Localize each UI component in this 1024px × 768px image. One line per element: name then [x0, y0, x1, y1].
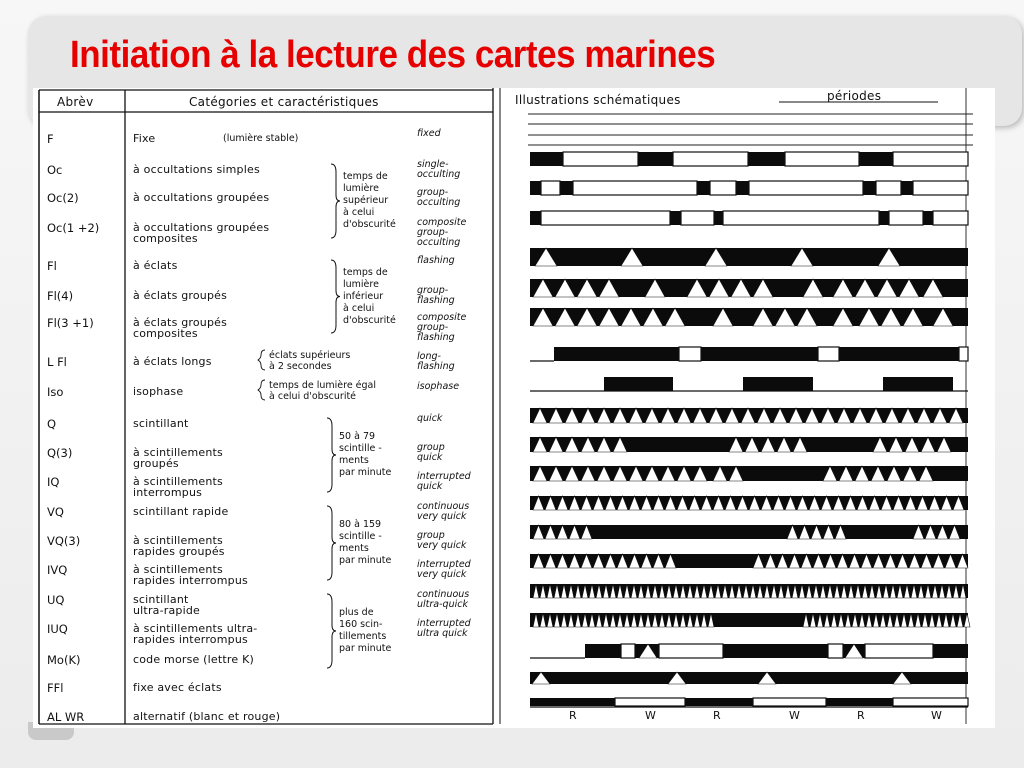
light-period: [893, 698, 968, 706]
row-abbrev: Q: [47, 417, 57, 431]
row-subnote: éclats supérieurs: [269, 350, 351, 361]
row-category: composites: [133, 327, 198, 340]
row-subnote: à 2 secondes: [269, 361, 332, 372]
row-abbrev: F: [47, 132, 54, 146]
row-english-term: group-: [417, 227, 449, 238]
row-abbrev: IVQ: [47, 563, 68, 577]
row-abbrev: VQ(3): [47, 534, 81, 548]
light-period: [615, 698, 685, 706]
row-english-term: flashing: [417, 255, 455, 266]
row-category: scintillant rapide: [133, 505, 229, 518]
light-period: [681, 211, 714, 225]
group-note: d'obscurité: [343, 314, 396, 326]
light-period: [723, 211, 879, 225]
alternating-color-label: W: [931, 709, 942, 722]
dark-period: [530, 466, 968, 481]
light-period: [893, 152, 968, 166]
row-english-term: very quick: [417, 511, 467, 522]
row-english-term: group: [417, 442, 445, 453]
light-period: [541, 181, 560, 195]
row-category: composites: [133, 232, 198, 245]
group-note: scintille -: [339, 443, 382, 454]
group-note: à celui: [343, 302, 375, 314]
light-period: [933, 211, 968, 225]
light-period: [673, 152, 748, 166]
row-category: à scintillements: [133, 563, 223, 576]
row-category: ultra-rapide: [133, 604, 201, 617]
dark-period: [826, 698, 893, 706]
light-period: [889, 211, 923, 225]
row-english-term: flashing: [417, 361, 455, 372]
alternating-color-label: W: [789, 709, 800, 722]
group-note: inférieur: [343, 290, 384, 302]
dark-period: [530, 698, 615, 706]
row-english-term: group: [417, 530, 445, 541]
row-category: à occultations groupées: [133, 221, 270, 234]
row-english-term: group-: [417, 187, 449, 198]
light-period: [828, 644, 843, 658]
dark-period: [604, 377, 673, 391]
scanned-light-characteristics-table: [33, 88, 995, 728]
light-period: [913, 181, 968, 195]
group-note: 80 à 159: [339, 519, 382, 530]
group-note: ments: [339, 543, 369, 554]
light-period: [679, 347, 701, 361]
row-english-term: flashing: [417, 295, 455, 306]
light-period: [621, 644, 635, 658]
light-period: [563, 152, 638, 166]
row-english-term: interrupted: [417, 618, 471, 629]
group-note: plus de: [339, 607, 374, 618]
row-abbrev: Oc(1 +2): [47, 221, 100, 235]
row-english-term: occulting: [417, 197, 461, 208]
row-category: à éclats groupés: [133, 316, 228, 329]
row-category: interrompus: [133, 486, 203, 499]
row-abbrev: VQ: [47, 505, 64, 519]
row-category: isophase: [133, 385, 184, 398]
group-note: ments: [339, 455, 369, 466]
row-english-term: ultra quick: [417, 628, 468, 639]
light-period: [785, 152, 859, 166]
row-abbrev: Fl(3 +1): [47, 316, 94, 330]
row-abbrev: IUQ: [47, 622, 68, 636]
row-category: à scintillements: [133, 534, 223, 547]
row-english-term: composite: [417, 217, 467, 228]
row-english-term: group-: [417, 285, 449, 296]
light-period: [659, 644, 723, 658]
light-period: [876, 181, 901, 195]
group-note: lumière: [343, 183, 379, 194]
row-subnote: (lumière stable): [223, 133, 299, 144]
row-subnote: temps de lumière égal: [269, 380, 377, 391]
row-category: à éclats groupés: [133, 289, 228, 302]
row-category: à scintillements ultra-: [133, 622, 258, 635]
row-english-term: quick: [417, 481, 443, 492]
light-period: [541, 211, 670, 225]
row-english-term: continuous: [417, 501, 470, 512]
group-note: scintille -: [339, 531, 382, 542]
row-english-term: composite: [417, 312, 467, 323]
alternating-color-label: R: [713, 709, 721, 722]
alternating-color-label: W: [645, 709, 656, 722]
dark-period: [685, 698, 753, 706]
row-abbrev: L Fl: [47, 355, 67, 369]
light-period: [749, 181, 863, 195]
header-categories: Catégories et caractéristiques: [189, 95, 379, 109]
row-abbrev: Oc: [47, 163, 63, 177]
group-note: par minute: [339, 555, 392, 566]
row-category: scintillant: [133, 417, 189, 430]
row-abbrev: AL WR: [47, 710, 85, 724]
row-category: à occultations simples: [133, 163, 260, 176]
dark-period: [530, 525, 968, 539]
row-abbrev: Fl: [47, 259, 57, 273]
group-note: lumière: [343, 278, 379, 290]
light-period: [710, 181, 736, 195]
dark-period: [554, 347, 968, 361]
light-period: [959, 347, 968, 361]
row-abbrev: IQ: [47, 475, 60, 489]
group-note: par minute: [339, 643, 392, 654]
light-period: [753, 698, 826, 706]
row-category: code morse (lettre K): [133, 653, 254, 666]
row-english-term: quick: [417, 413, 443, 424]
row-english-term: flashing: [417, 332, 455, 343]
header-abbrev: Abrèv: [57, 95, 94, 109]
group-note: supérieur: [343, 195, 389, 206]
row-category: rapides interrompus: [133, 633, 248, 646]
light-period: [573, 181, 697, 195]
row-category: rapides interrompus: [133, 574, 248, 587]
row-english-term: interrupted: [417, 559, 471, 570]
row-english-term: interrupted: [417, 471, 471, 482]
row-abbrev: Oc(2): [47, 191, 79, 205]
row-category: à scintillements: [133, 475, 223, 488]
row-abbrev: Q(3): [47, 446, 73, 460]
row-english-term: occulting: [417, 169, 461, 180]
row-category: à occultations groupées: [133, 191, 270, 204]
row-abbrev: Mo(K): [47, 653, 81, 667]
row-english-term: very quick: [417, 540, 467, 551]
dark-period: [883, 377, 953, 391]
row-english-term: quick: [417, 452, 443, 463]
row-english-term: single-: [417, 159, 449, 170]
row-english-term: continuous: [417, 589, 470, 600]
group-note: temps de: [343, 171, 388, 182]
group-note: 50 à 79: [339, 431, 376, 442]
group-note: temps de: [343, 266, 388, 278]
header-illustrations: Illustrations schématiques: [515, 93, 681, 107]
row-english-term: fixed: [417, 128, 441, 139]
row-category: groupés: [133, 457, 179, 470]
dark-period: [530, 248, 968, 266]
row-abbrev: FFl: [47, 681, 64, 695]
row-english-term: occulting: [417, 237, 461, 248]
row-abbrev: UQ: [47, 593, 65, 607]
row-category: scintillant: [133, 593, 189, 606]
row-english-term: group-: [417, 322, 449, 333]
row-category: Fixe: [133, 132, 156, 145]
header-periods: périodes: [827, 89, 882, 103]
row-category: fixe avec éclats: [133, 681, 222, 694]
row-english-term: long-: [417, 351, 441, 362]
alternating-color-label: R: [569, 709, 577, 722]
row-subnote: à celui d'obscurité: [269, 391, 357, 402]
row-category: à éclats: [133, 259, 178, 272]
slide-title: Initiation à la lecture des cartes marines: [70, 34, 716, 76]
row-english-term: very quick: [417, 569, 467, 580]
dark-period: [743, 377, 813, 391]
row-abbrev: Fl(4): [47, 289, 74, 303]
row-abbrev: Iso: [47, 385, 64, 399]
group-note: à celui: [343, 207, 375, 218]
light-period: [818, 347, 839, 361]
row-category: rapides groupés: [133, 545, 225, 558]
group-note: par minute: [339, 467, 392, 478]
row-english-term: isophase: [417, 381, 460, 392]
row-category: à scintillements: [133, 446, 223, 459]
row-category: alternatif (blanc et rouge): [133, 710, 281, 723]
group-note: tillements: [339, 631, 387, 642]
group-note: 160 scin-: [339, 619, 383, 630]
alternating-color-label: R: [857, 709, 865, 722]
light-period: [865, 644, 933, 658]
row-category: à éclats longs: [133, 355, 212, 368]
group-note: d'obscurité: [343, 219, 396, 230]
row-english-term: ultra-quick: [417, 599, 468, 610]
